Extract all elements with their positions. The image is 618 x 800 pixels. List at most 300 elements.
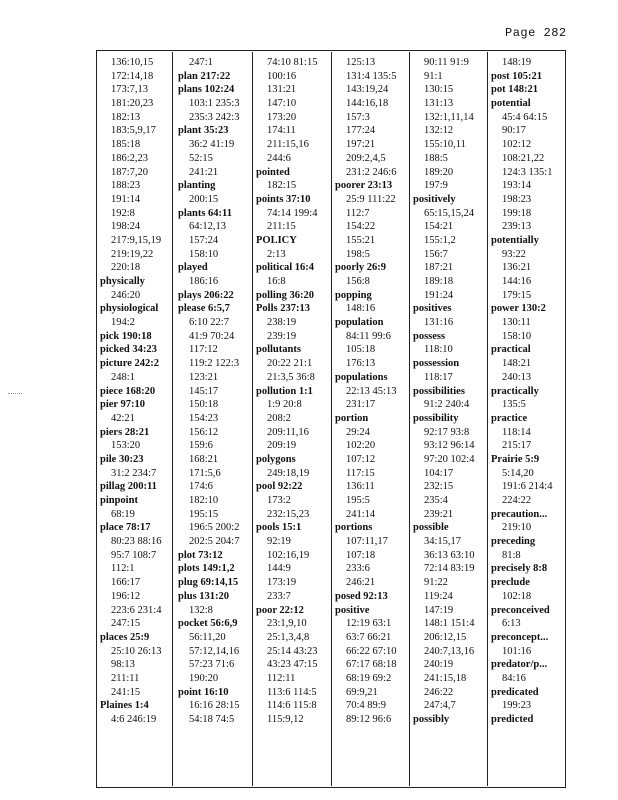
index-headword: possibly — [413, 714, 450, 725]
index-reference: 155:21 — [346, 234, 376, 246]
index-headword: plan 217:22 — [178, 70, 231, 82]
index-headword: possess — [413, 330, 446, 342]
index-headword: positives — [413, 303, 452, 315]
index-reference: 239:21 — [424, 508, 454, 520]
index-reference: 224:22 — [502, 495, 532, 506]
index-reference: 118:10 — [424, 344, 453, 356]
index-headword: poorly 26:9 — [335, 262, 387, 274]
index-reference: 154:21 — [424, 221, 454, 233]
index-reference: 166:17 — [111, 577, 141, 589]
index-column-4 — [335, 56, 396, 727]
index-column-5 — [413, 56, 474, 727]
index-reference: 211:15,16 — [267, 139, 309, 151]
index-headword: pollutants — [256, 344, 301, 356]
index-reference: 174:6 — [189, 481, 213, 493]
index-reference: 113:6 114:5 — [267, 686, 317, 698]
index-headword: polygons — [256, 453, 296, 465]
index-reference: 65:15,15,24 — [424, 207, 475, 219]
index-reference: 185:18 — [111, 139, 141, 151]
index-reference: 189:20 — [424, 166, 454, 178]
index-reference: 68:19 — [111, 508, 135, 520]
index-reference: 125:13 — [346, 57, 376, 68]
index-reference: 131:4 135:5 — [346, 70, 397, 82]
index-column-3 — [256, 56, 317, 727]
index-reference: 196:5 200:2 — [189, 522, 240, 534]
index-headword: post 105:21 — [491, 70, 543, 82]
index-headword: precaution... — [491, 508, 548, 520]
index-headword: practice — [491, 412, 528, 424]
index-reference: 107:12 — [346, 453, 376, 465]
index-reference: 102:12 — [502, 139, 532, 151]
index-headword: potential — [491, 98, 531, 110]
index-reference: 31:2 234:7 — [111, 467, 157, 479]
index-reference: 238:19 — [267, 317, 297, 329]
index-reference: 156:12 — [189, 426, 219, 438]
index-reference: 239:19 — [267, 330, 297, 342]
index-reference: 68:19 69:2 — [346, 672, 392, 684]
index-reference: 198:5 — [346, 248, 370, 260]
index-column-1 — [100, 56, 161, 727]
index-reference: 145:17 — [189, 385, 219, 397]
index-reference: 22:13 45:13 — [346, 385, 397, 397]
index-reference: 91:2 240:4 — [424, 399, 470, 411]
index-reference: 115:9,12 — [267, 714, 304, 725]
index-reference: 188:5 — [424, 152, 448, 164]
index-reference: 186:2,23 — [111, 152, 149, 164]
index-reference: 182:15 — [267, 180, 297, 192]
index-reference: 209:2,4,5 — [346, 152, 386, 164]
index-headword: pollution 1:1 — [256, 385, 313, 397]
index-headword: planting — [178, 180, 216, 192]
index-reference: 231:2 246:6 — [346, 166, 397, 178]
column-divider — [172, 52, 173, 786]
index-reference: 143:19,24 — [346, 84, 389, 96]
index-reference: 198:24 — [111, 221, 141, 233]
column-divider — [252, 52, 253, 786]
index-reference: 107:11,17 — [346, 536, 388, 548]
index-reference: 173:20 — [267, 111, 297, 123]
index-headword: positively — [413, 193, 456, 205]
index-reference: 36:13 63:10 — [424, 549, 475, 561]
index-headword: popping — [335, 289, 372, 301]
index-reference: 144:9 — [267, 563, 291, 575]
index-reference: 232:15 — [424, 481, 454, 493]
column-divider — [487, 52, 488, 786]
index-headword: pier 97:10 — [100, 399, 146, 411]
index-column-6 — [491, 56, 552, 727]
index-reference: 70:4 89:9 — [346, 700, 386, 712]
index-reference: 91:22 — [424, 577, 448, 589]
index-headword: potentially — [491, 234, 539, 246]
index-reference: 173:2 — [267, 495, 291, 506]
index-headword: power 130:2 — [491, 303, 546, 315]
index-headword: portion — [335, 412, 369, 424]
index-reference: 132:8 — [189, 604, 213, 616]
index-reference: 25:9 111:22 — [346, 193, 396, 205]
index-headword: populations — [335, 371, 388, 383]
index-reference: 36:2 41:19 — [189, 139, 235, 151]
index-reference: 246:21 — [346, 577, 376, 589]
index-reference: 105:18 — [346, 344, 376, 356]
index-reference: 2:13 — [267, 248, 286, 260]
index-headword: preclude — [491, 577, 530, 589]
index-reference: 25:10 26:13 — [111, 645, 162, 657]
index-reference: 154:23 — [189, 412, 219, 424]
index-reference: 211:15 — [267, 221, 296, 233]
index-reference: 173:19 — [267, 577, 297, 589]
index-reference: 182:13 — [111, 111, 141, 123]
index-reference: 156:8 — [346, 276, 370, 287]
index-reference: 114:6 115:8 — [267, 700, 317, 712]
index-reference: 220:18 — [111, 262, 141, 274]
index-reference: 23:1,9,10 — [267, 618, 307, 630]
index-reference: 179:15 — [502, 289, 532, 301]
index-reference: 198:23 — [502, 193, 532, 205]
index-reference: 147:19 — [424, 604, 454, 616]
index-reference: 112:1 — [111, 563, 135, 575]
index-reference: 148:19 — [502, 57, 532, 68]
index-headword: pot 148:21 — [491, 84, 538, 96]
index-reference: 117:12 — [189, 344, 218, 356]
index-reference: 118:14 — [502, 426, 531, 438]
index-reference: 235:4 — [424, 495, 448, 506]
index-reference: 211:11 — [111, 672, 140, 684]
index-reference: 246:22 — [424, 686, 454, 698]
index-reference: 174:11 — [267, 125, 296, 137]
index-reference: 187:21 — [424, 262, 454, 274]
index-headword: pocket 56:6,9 — [178, 618, 238, 630]
index-reference: 240:7,13,16 — [424, 645, 475, 657]
index-headword: practical — [491, 344, 531, 356]
index-headword: precisely 8:8 — [491, 563, 548, 575]
index-headword: preceding — [491, 536, 536, 548]
index-headword: physiological — [100, 303, 159, 315]
index-headword: pick 190:18 — [100, 330, 152, 342]
index-reference: 130:11 — [502, 317, 531, 329]
index-headword: poor 22:12 — [256, 604, 304, 616]
index-headword: pinpoint — [100, 495, 138, 506]
index-reference: 74:10 81:15 — [267, 57, 318, 68]
index-headword: posed 92:13 — [335, 590, 388, 602]
index-headword: possible — [413, 522, 449, 534]
index-headword: population — [335, 317, 384, 329]
index-reference: 209:19 — [267, 440, 297, 452]
index-headword: political 16:4 — [256, 262, 315, 274]
index-reference: 147:10 — [267, 98, 297, 110]
index-headword: piece 168:20 — [100, 385, 156, 397]
index-reference: 43:23 47:15 — [267, 659, 318, 671]
index-reference: 241:21 — [189, 166, 219, 178]
index-reference: 130:15 — [424, 84, 454, 96]
index-headword: plant 35:23 — [178, 125, 229, 137]
index-reference: 187:7,20 — [111, 166, 149, 178]
index-reference: 155:1,2 — [424, 234, 456, 246]
index-reference: 117:15 — [346, 467, 375, 479]
index-reference: 92:19 — [267, 536, 291, 548]
index-reference: 6:10 22:7 — [189, 317, 229, 329]
index-reference: 4:6 246:19 — [111, 714, 157, 725]
index-reference: 1:9 20:8 — [267, 399, 302, 411]
index-reference: 157:24 — [189, 234, 219, 246]
index-reference: 181:20,23 — [111, 98, 154, 110]
index-reference: 241:15 — [111, 686, 141, 698]
index-reference: 25:1,3,4,8 — [267, 631, 310, 643]
index-reference: 247:15 — [111, 618, 141, 630]
index-reference: 150:18 — [189, 399, 219, 411]
index-headword: pool 92:22 — [256, 481, 303, 493]
index-headword: practically — [491, 385, 539, 397]
index-headword: picked 34:23 — [100, 344, 157, 356]
index-reference: 119:2 122:3 — [189, 358, 240, 370]
index-reference: 136:11 — [346, 481, 375, 493]
index-headword: places 25:9 — [100, 631, 150, 643]
index-column-2 — [178, 56, 239, 727]
index-reference: 168:21 — [189, 453, 219, 465]
index-reference: 93:22 — [502, 248, 526, 260]
index-reference: 195:5 — [346, 495, 370, 506]
index-reference: 84:16 — [502, 672, 526, 684]
index-headword: points 37:10 — [256, 193, 311, 205]
index-headword: plays 206:22 — [178, 289, 234, 301]
index-reference: 90:17 — [502, 125, 526, 137]
index-reference: 103:1 235:3 — [189, 98, 240, 110]
index-reference: 196:12 — [111, 590, 141, 602]
index-reference: 100:16 — [267, 70, 297, 82]
index-reference: 200:15 — [189, 193, 219, 205]
index-reference: 188:23 — [111, 180, 141, 192]
index-headword: physically — [100, 276, 145, 287]
index-headword: preconcept... — [491, 631, 549, 643]
index-reference: 91:1 — [424, 70, 443, 82]
index-headword: Polls 237:13 — [256, 303, 310, 315]
index-reference: 193:14 — [502, 180, 532, 192]
index-headword: preconceived — [491, 604, 550, 616]
index-headword: picture 242:2 — [100, 358, 160, 370]
index-reference: 124:3 135:1 — [502, 166, 553, 178]
index-reference: 192:8 — [111, 207, 135, 219]
index-reference: 157:3 — [346, 111, 370, 123]
index-headword: point 16:10 — [178, 686, 229, 698]
index-reference: 148:16 — [346, 303, 376, 315]
index-reference: 244:6 — [267, 152, 291, 164]
index-reference: 144:16 — [502, 276, 532, 287]
index-headword: please 6:5,7 — [178, 303, 230, 315]
index-reference: 54:18 74:5 — [189, 714, 235, 725]
column-divider — [331, 52, 332, 786]
index-reference: 118:17 — [424, 371, 453, 383]
index-headword: poorer 23:13 — [335, 180, 393, 192]
index-reference: 202:5 204:7 — [189, 536, 240, 548]
index-headword: pillag 200:11 — [100, 481, 157, 493]
index-reference: 217:9,15,19 — [111, 234, 162, 246]
index-reference: 57:23 71:6 — [189, 659, 235, 671]
index-reference: 240:13 — [502, 371, 532, 383]
index-reference: 136:10,15 — [111, 57, 154, 68]
index-reference: 197:21 — [346, 139, 376, 151]
index-reference: 154:22 — [346, 221, 376, 233]
index-reference: 190:20 — [189, 672, 219, 684]
index-reference: 12:19 63:1 — [346, 618, 392, 630]
index-reference: 233:6 — [346, 563, 370, 575]
index-reference: 208:2 — [267, 412, 291, 424]
index-reference: 241:15,18 — [424, 672, 467, 684]
index-reference: 72:14 83:19 — [424, 563, 475, 575]
index-reference: 153:20 — [111, 440, 141, 452]
index-reference: 158:10 — [189, 248, 219, 260]
index-reference: 176:13 — [346, 358, 376, 370]
index-reference: 42:21 — [111, 412, 135, 424]
index-reference: 158:10 — [502, 330, 532, 342]
index-reference: 148:21 — [502, 358, 532, 370]
index-headword: possession — [413, 358, 460, 370]
index-reference: 215:17 — [502, 440, 532, 452]
index-reference: 209:11,16 — [267, 426, 309, 438]
index-reference: 191:24 — [424, 289, 454, 301]
index-reference: 177:24 — [346, 125, 376, 137]
index-reference: 159:6 — [189, 440, 213, 452]
index-reference: 186:16 — [189, 276, 219, 287]
index-reference: 52:15 — [189, 152, 213, 164]
index-reference: 84:11 99:6 — [346, 330, 391, 342]
index-reference: 219:10 — [502, 522, 532, 534]
index-reference: 131:16 — [424, 317, 454, 329]
index-reference: 90:11 91:9 — [424, 57, 469, 68]
index-headword: pools 15:1 — [256, 522, 302, 534]
index-reference: 223:6 231:4 — [111, 604, 162, 616]
index-reference: 235:3 242:3 — [189, 111, 240, 123]
index-headword: plug 69:14,15 — [178, 577, 239, 589]
index-reference: 191:14 — [111, 193, 141, 205]
index-reference: 6:13 — [502, 618, 521, 630]
index-headword: predicted — [491, 714, 534, 725]
index-reference: 45:4 64:15 — [502, 111, 548, 123]
index-reference: 194:2 — [111, 317, 135, 329]
index-reference: 144:16,18 — [346, 98, 389, 110]
index-reference: 182:10 — [189, 495, 219, 506]
index-reference: 206:12,15 — [424, 631, 467, 643]
index-reference: 135:5 — [502, 399, 526, 411]
index-headword: plots 149:1,2 — [178, 563, 235, 575]
index-reference: 57:12,14,16 — [189, 645, 240, 657]
column-divider — [409, 52, 410, 786]
index-reference: 104:17 — [424, 467, 454, 479]
index-reference: 246:20 — [111, 289, 141, 301]
index-reference: 172:14,18 — [111, 70, 154, 82]
index-headword: plants 64:11 — [178, 207, 232, 219]
index-headword: possibilities — [413, 385, 465, 397]
index-reference: 29:24 — [346, 426, 370, 438]
index-reference: 199:18 — [502, 207, 532, 219]
index-reference: 112:11 — [267, 672, 296, 684]
index-reference: 80:23 88:16 — [111, 536, 162, 548]
index-headword: played — [178, 262, 208, 274]
index-reference: 81:8 — [502, 549, 521, 561]
index-reference: 74:14 199:4 — [267, 207, 318, 219]
index-reference: 97:20 102:4 — [424, 453, 475, 465]
index-reference: 132:1,11,14 — [424, 111, 474, 123]
index-reference: 183:5,9,17 — [111, 125, 156, 137]
index-reference: 63:7 66:21 — [346, 631, 392, 643]
index-reference: 191:6 214:4 — [502, 481, 553, 493]
index-reference: 156:7 — [424, 248, 448, 260]
index-reference: 102:20 — [346, 440, 376, 452]
index-headword: POLICY — [256, 234, 297, 246]
index-reference: 69:9,21 — [346, 686, 378, 698]
index-headword: possibility — [413, 412, 459, 424]
index-headword: plot 73:12 — [178, 549, 223, 561]
index-reference: 219:19,22 — [111, 248, 154, 260]
index-reference: 136:21 — [502, 262, 532, 274]
index-reference: 132:12 — [424, 125, 454, 137]
index-headword: place 78:17 — [100, 522, 151, 534]
index-reference: 66:22 67:10 — [346, 645, 397, 657]
index-reference: 56:11,20 — [189, 631, 226, 643]
index-reference: 98:13 — [111, 659, 135, 671]
index-reference: 93:12 96:14 — [424, 440, 475, 452]
index-reference: 197:9 — [424, 180, 448, 192]
index-reference: 173:7,13 — [111, 84, 149, 96]
index-headword: polling 36:20 — [256, 289, 315, 301]
index-reference: 247:1 — [189, 57, 213, 68]
index-headword: portions — [335, 522, 373, 534]
index-reference: 248:1 — [111, 371, 135, 383]
index-reference: 241:14 — [346, 508, 376, 520]
index-reference: 89:12 96:6 — [346, 714, 392, 725]
index-headword: positive — [335, 604, 370, 616]
index-reference: 131:13 — [424, 98, 454, 110]
index-reference: 5:14,20 — [502, 467, 534, 479]
index-reference: 240:19 — [424, 659, 454, 671]
index-reference: 101:16 — [502, 645, 532, 657]
index-reference: 171:5,6 — [189, 467, 221, 479]
index-headword: predator/p... — [491, 659, 548, 671]
index-headword: Plaines 1:4 — [100, 700, 149, 712]
index-headword: plus 131:20 — [178, 590, 230, 602]
index-reference: 148:1 151:4 — [424, 618, 475, 630]
index-headword: plans 102:24 — [178, 84, 235, 96]
index-reference: 102:18 — [502, 590, 532, 602]
index-headword: predicated — [491, 686, 539, 698]
index-reference: 247:4,7 — [424, 700, 456, 712]
index-reference: 131:21 — [267, 84, 297, 96]
index-reference: 67:17 68:18 — [346, 659, 397, 671]
index-reference: 189:18 — [424, 276, 454, 287]
index-reference: 233:7 — [267, 590, 291, 602]
index-reference: 21:3,5 36:8 — [267, 371, 315, 383]
index-headword: piers 28:21 — [100, 426, 150, 438]
index-reference: 64:12,13 — [189, 221, 227, 233]
index-reference: 239:13 — [502, 221, 532, 233]
index-reference: 231:17 — [346, 399, 376, 411]
page-number: Page 282 — [505, 26, 567, 40]
index-reference: 41:9 70:24 — [189, 330, 235, 342]
index-reference: 25:14 43:23 — [267, 645, 318, 657]
index-reference: 92:17 93:8 — [424, 426, 470, 438]
index-reference: 107:18 — [346, 549, 376, 561]
index-headword: Prairie 5:9 — [491, 453, 540, 465]
index-reference: 16:16 28:15 — [189, 700, 240, 712]
index-reference: 199:23 — [502, 700, 532, 712]
index-reference: 95:7 108:7 — [111, 549, 157, 561]
index-reference: 20:22 21:1 — [267, 358, 313, 370]
index-reference: 16:8 — [267, 276, 286, 287]
index-reference: 102:16,19 — [267, 549, 310, 561]
index-reference: 34:15,17 — [424, 536, 462, 548]
margin-mark — [8, 393, 22, 395]
index-reference: 123:21 — [189, 371, 219, 383]
index-reference: 155:10,11 — [424, 139, 466, 151]
index-reference: 232:15,23 — [267, 508, 310, 520]
